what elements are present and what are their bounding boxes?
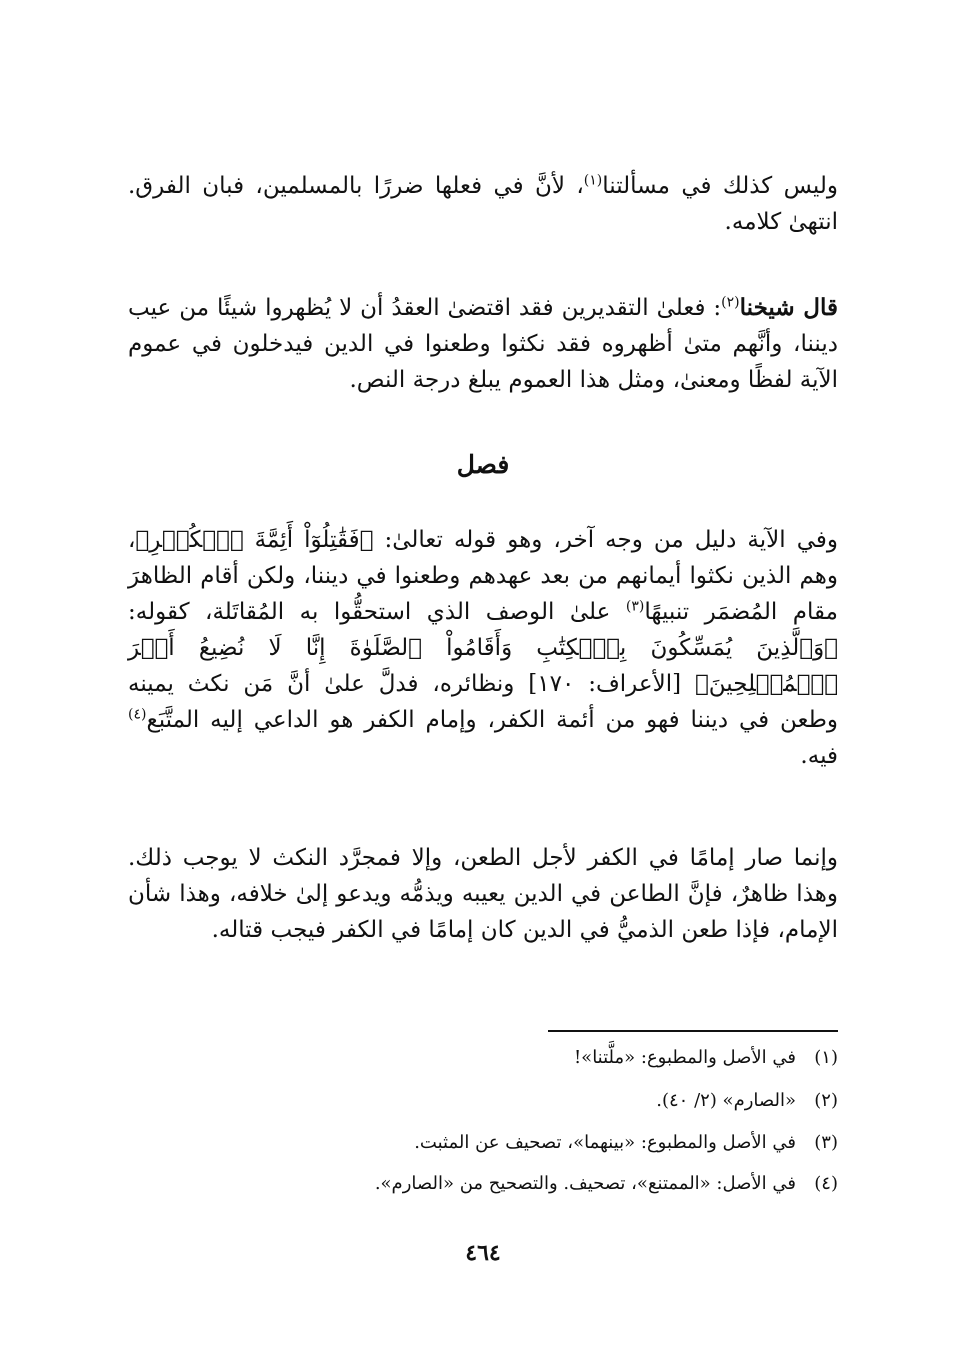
paragraph-1 [128,168,838,240]
footnote-divider [548,1030,838,1032]
paragraph-3-text-end: فيه. [800,743,838,769]
section-heading: فصل [456,450,510,479]
footnote-3 [414,1131,838,1155]
paragraph-2 [128,290,838,398]
footnote-ref-2[interactable]: (٢) [721,294,740,311]
footnote-ref-3[interactable]: (٣) [625,598,645,615]
footnote-ref-4[interactable]: (٤) [128,706,147,723]
footnote-3-text: في الأصل والمطبوع: «بينهما»، تصحيف عن المثبت. [414,1132,796,1153]
paragraph-4-text: وإنما صار إمامًا في الكفر لأجل الطعن، وإلا فمجرَّد النكث لا يوجب ذلك. وهذا ظاهرٌ، فإنَّ الطاعن في الدين يعيبه ويذمُّه ويدعو إلىٰ خلافه، وهذا شأن الإمام، فإذا طعن الذميُّ في الدين كان إمامًا في الكفر فيجب قتاله. [128,845,838,943]
footnote-2-number: (٢) [814,1090,838,1111]
paragraph-2-text: : فعلىٰ التقديرين فقد اقتضىٰ العقدُ أن لا يُظهروا شيئًا من عيب ديننا، وأنَّهم متىٰ أظهروه فقد نكثوا وطعنوا في الدين فيدخلون في عموم الآية لفظًا ومعنىٰ، ومثل هذا العموم يبلغ درجة النص. [128,295,838,393]
paragraph-3 [128,522,838,774]
footnote-ref-1[interactable]: (١) [583,172,603,189]
page [128,0,838,1361]
paragraph-3-text: وفي الآية دليل من وجه آخر، وهو قوله تعالىٰ: ﴿فَقَٰتِلُوٓاْ أَئِمَّةَ ٱلۡكُفۡرِ﴾، وهم الذين نكثوا أيمانهم من بعد عهدهم وطعنوا في ديننا، ولكن أقام الظاهرَ مقام المُضمَر تنبيهًا [128,527,838,625]
footnote-2-text: «الصارم» (٢/ ٤٠). [656,1090,796,1111]
footnote-1-number: (١) [814,1047,838,1068]
footnote-1 [574,1046,838,1070]
page-number: ٤٦٤ [465,1240,501,1266]
footnote-3-number: (٣) [814,1132,838,1153]
paragraph-1-text: وليس كذلك في مسألتنا [602,173,838,199]
paragraph-4 [128,840,838,948]
footnote-2 [656,1089,838,1113]
paragraph-1-text-cont: ، لأنَّ في فعلها ضررًا بالمسلمين، فبان الفرق. انتهىٰ كلامه. [128,173,838,235]
paragraph-3-text-cont: علىٰ الوصف الذي استحقُّوا به المُقاتَلة، كقوله: ﴿وَٱلَّذِينَ يُمَسِّكُونَ بِٱلۡكِتَٰبِ وَأَقَامُواْ ٱلصَّلَوٰةَ إِنَّا لَا نُضِيعُ أَجۡرَ ٱلۡمُصۡلِحِينَ﴾ [الأعراف: ١٧٠] ونظائره، فدلَّ علىٰ أنَّ مَن نكث يمينه وطعن في ديننا فهو من أئمة الكفر، وإمام الكفر هو الداعي إليه المتَّبَع [128,599,838,733]
paragraph-2-lead: قال شيخنا [739,294,838,321]
footnote-1-text: في الأصل والمطبوع: «ملَّتنا»! [573,1047,796,1068]
footnote-4 [375,1172,838,1196]
footnote-4-number: (٤) [814,1173,838,1194]
footnote-4-text: في الأصل: «الممتنع»، تصحيف. والتصحيح من «الصارم». [374,1173,796,1194]
